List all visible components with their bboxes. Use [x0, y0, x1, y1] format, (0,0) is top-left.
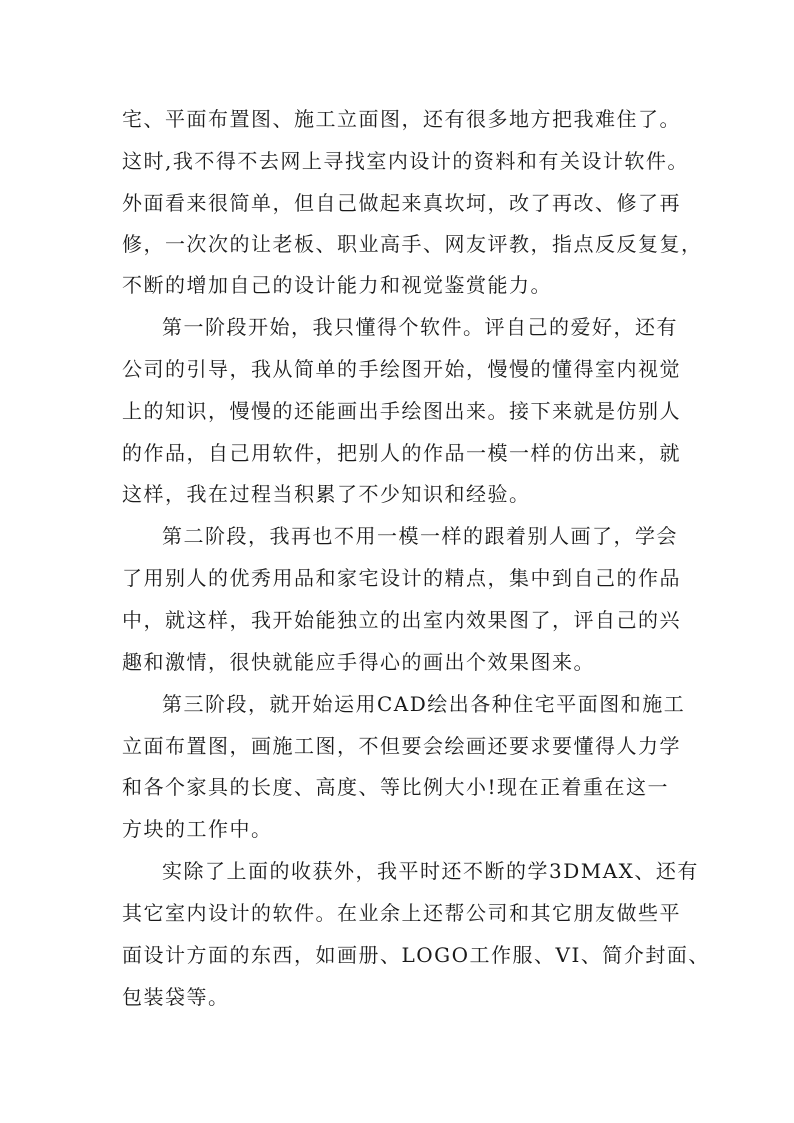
text-line: 的作品，自己用软件，把别人的作品一模一样的仿出来，就 — [122, 441, 681, 465]
text-line: 和各个家具的长度、高度、等比例大小!现在正着重在这一 — [122, 775, 670, 799]
paragraph-start-line: 实除了上面的收获外，我平时还不断的学3DMAX、还有 — [162, 859, 699, 883]
text-line: 宅、平面布置图、施工立面图，还有很多地方把我难住了。 — [122, 107, 681, 131]
text-line: 不断的增加自己的设计能力和视觉鉴赏能力。 — [122, 273, 552, 297]
text-line: 这时,我不得不去网上寻找室内设计的资料和有关设计软件。 — [122, 149, 689, 173]
text-line: 其它室内设计的软件。在业余上还帮公司和其它朋友做些平 — [122, 901, 681, 925]
text-line: 趣和激情，很快就能应手得心的画出个效果图来。 — [122, 650, 595, 674]
paragraph-start-line: 第一阶段开始，我只懂得个软件。评自己的爱好，还有 — [162, 315, 678, 339]
paragraph-start-line: 第三阶段，就开始运用CAD绘出各种住宅平面图和施工 — [162, 692, 686, 716]
text-line: 了用别人的优秀用品和家宅设计的精点，集中到自己的作品 — [122, 566, 681, 590]
text-line: 上的知识，慢慢的还能画出手绘图出来。接下来就是仿别人 — [122, 399, 681, 423]
text-line: 面设计方面的东西，如画册、LOGO工作服、VI、简介封面、 — [122, 943, 710, 967]
text-line: 立面布置图，画施工图，不但要会绘画还要求要懂得人力学 — [122, 734, 681, 758]
text-line: 外面看来很简单，但自己做起来真坎坷，改了再改、修了再 — [122, 191, 681, 215]
paragraph-start-line: 第二阶段，我再也不用一模一样的跟着别人画了，学会 — [162, 524, 678, 548]
text-line: 公司的引导，我从简单的手绘图开始，慢慢的懂得室内视觉 — [122, 357, 681, 381]
text-line: 这样，我在过程当积累了不少知识和经验。 — [122, 482, 531, 506]
text-line: 修，一次次的让老板、职业高手、网友评教，指点反反复复， — [122, 232, 703, 256]
text-line: 中，就这样，我开始能独立的出室内效果图了，评自己的兴 — [122, 608, 681, 632]
text-line: 包装袋等。 — [122, 985, 230, 1009]
text-line: 方块的工作中。 — [122, 817, 273, 841]
